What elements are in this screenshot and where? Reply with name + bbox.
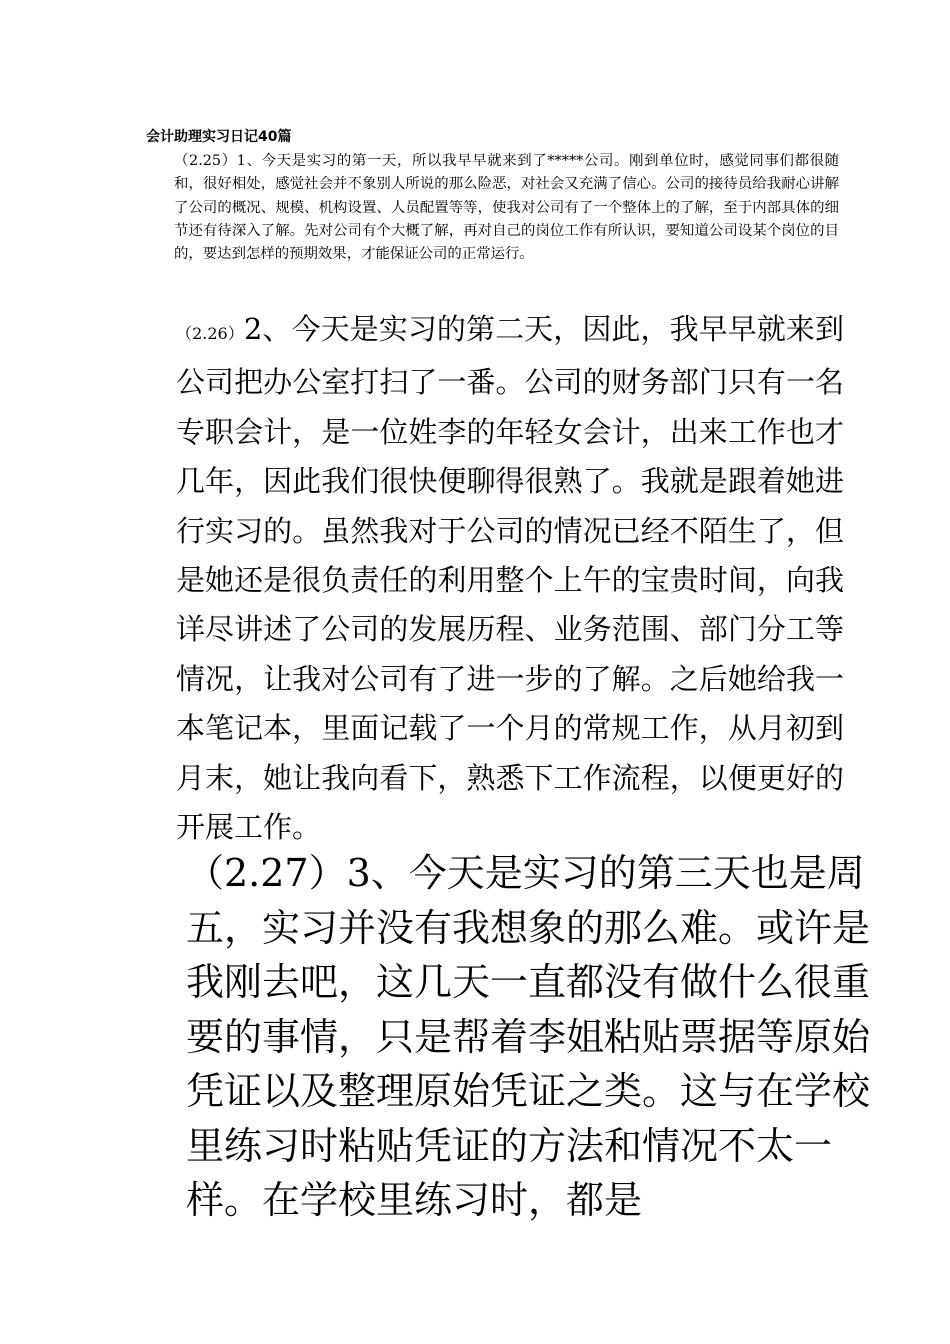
entry-text: 2、今天是实习的第二天，因此，我早早就来到公司把办公室打扫了一番。公司的财务部门只有一名专职会计，是一位姓李的年轻女会计，出来工作也才几年，因此我们很快便聊得很熟了。我就是跟着她进行实习的。虽然我对于公司的情况已经不陌生了，但是她还是很负责任的利用整个上午的宝贵时间，向我详尽讲述了公司的发展历程、业务范围、部门分工等情况，让我对公司有了进一步的了解。之后她给我一本笔记本，里面记载了一个月的常规工作，从月初到月末，她让我向看下，熟悉下工作流程，以便更好的开展工作。 [176, 312, 844, 845]
document-title: 会计助理实习日记40篇 [146, 129, 292, 145]
entry-text: 1、今天是实习的第一天，所以我早早就来到了*****公司。刚到单位时，感觉同事们都很随和，很好相处，感觉社会并不象别人所说的那么险恶，对社会又充满了信心。公司的接待员给我耐心讲解了公司的概况、规模、机构设置、人员配置等等，使我对公司有了一个整体上的了解，至于内部具体的细节还有待深入了解。先对公司有个大概了解，再对自己的岗位工作有所认识，要知道公司设某个岗位的目的，要达到怎样的预期效果，才能保证公司的正常运行。 [174, 153, 840, 263]
entry-date: （2.25） [174, 153, 237, 169]
entry-date: （2.27） [186, 851, 347, 895]
diary-entry-3 [146, 846, 886, 1228]
diary-entry-2 [146, 305, 844, 852]
entry-date: （2.26） [176, 324, 244, 343]
entry-text: 3、今天是实习的第三天也是周五，实习并没有我想象的那么难。或许是我刚去吧，这几天一直都没有做什么很重要的事情，只是帮着李姐粘贴票据等原始凭证以及整理原始凭证之类。这与在学校里练习时粘贴凭证的方法和情况不太一样。在学校里练习时，都是 [186, 851, 871, 1222]
diary-entry-1 [146, 150, 839, 266]
